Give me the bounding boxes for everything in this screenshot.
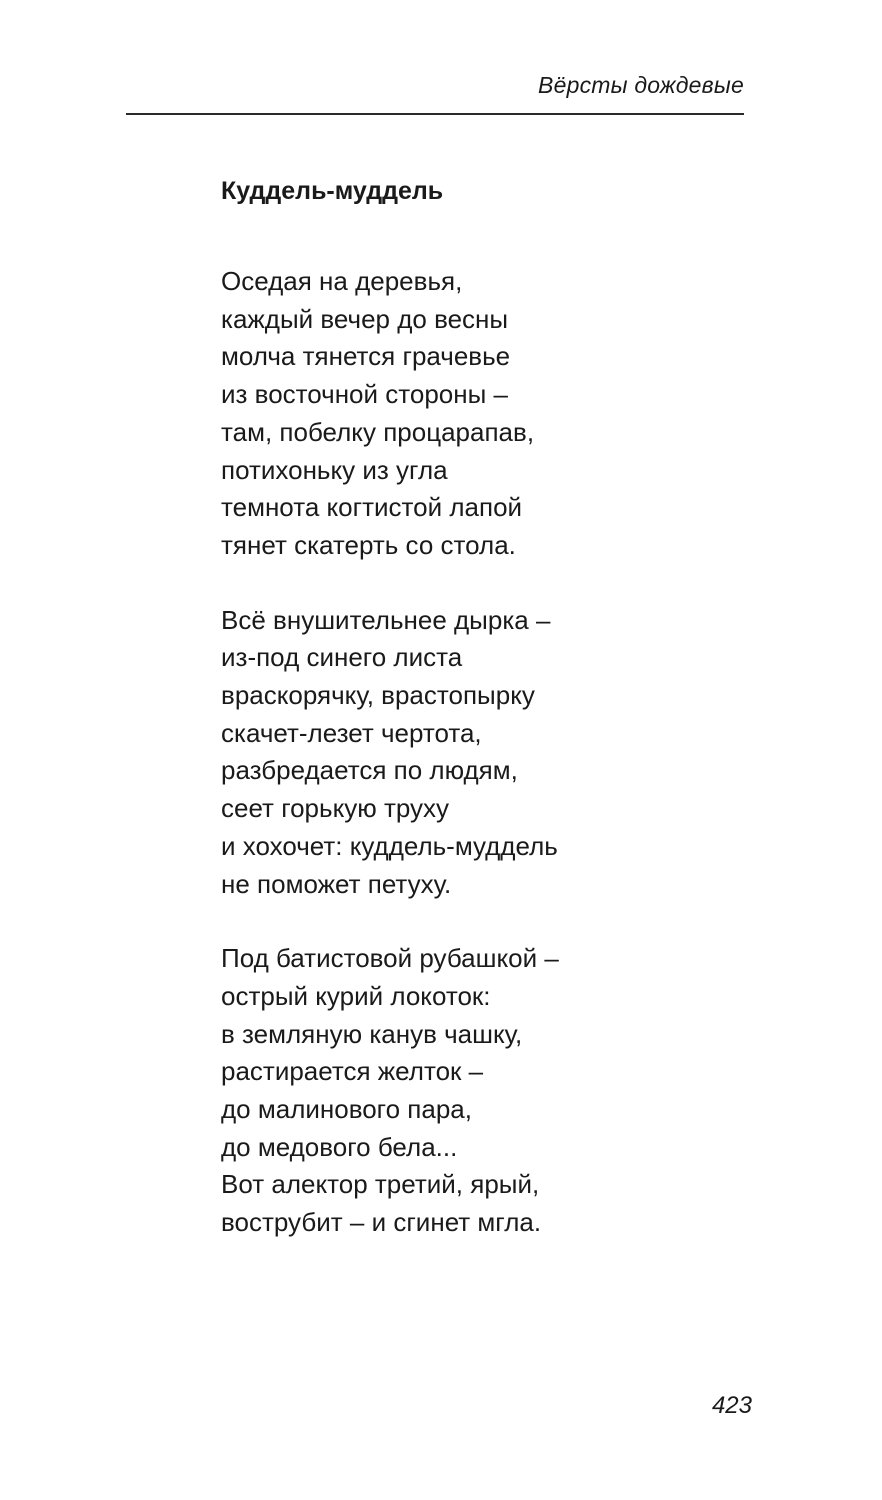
header-rule bbox=[126, 113, 744, 115]
poem bbox=[221, 175, 741, 1242]
poem-line: до медового бела... bbox=[221, 1131, 458, 1162]
page-number: 423 bbox=[711, 1392, 752, 1419]
poem-line: темнота когтистой лапой bbox=[221, 492, 523, 523]
stanza-1 bbox=[221, 263, 741, 565]
poem-line: молча тянется грачевье bbox=[221, 341, 511, 372]
stanza-3 bbox=[221, 940, 741, 1242]
poem-line: Оседая на деревья, bbox=[221, 266, 463, 296]
poem-line: Всё внушительнее дырка – bbox=[221, 604, 551, 635]
poem-line: до малинового пара, bbox=[221, 1094, 472, 1125]
poem-line: сеет горькую труху bbox=[221, 793, 450, 824]
poem-line: не поможет петуху. bbox=[221, 868, 452, 899]
poem-line: скачет-лезет чертота, bbox=[221, 717, 482, 748]
poem-line: из восточной стороны – bbox=[221, 379, 508, 410]
poem-line: из-под синего листа bbox=[221, 642, 463, 673]
poem-title: Куддель-муддель bbox=[221, 177, 444, 205]
poem-line: в земляную канув чашку, bbox=[221, 1018, 523, 1049]
poem-line: разбредается по людям, bbox=[221, 755, 518, 786]
poem-line: Вот алектор третий, ярый, bbox=[221, 1169, 540, 1200]
stanza-2 bbox=[221, 602, 741, 904]
poem-line: и хохочет: куддель-муддель bbox=[221, 830, 558, 861]
poem-line: потихоньку из угла bbox=[221, 454, 448, 485]
running-head-title: Вёрсты дождевые bbox=[538, 72, 744, 98]
poem-line: Под батистовой рубашкой – bbox=[221, 943, 559, 974]
poem-line: острый курий локоток: bbox=[221, 980, 491, 1011]
poem-line: тянет скатерть со стола. bbox=[221, 529, 516, 560]
poem-line: каждый вечер до весны bbox=[221, 303, 509, 334]
poem-line: вострубит – и сгинет мгла. bbox=[221, 1207, 542, 1238]
poem-line: враскорячку, врастопырку bbox=[221, 680, 535, 711]
poem-line: там, побелку процарапав, bbox=[221, 416, 535, 447]
poem-line: растирается желток – bbox=[221, 1056, 484, 1087]
